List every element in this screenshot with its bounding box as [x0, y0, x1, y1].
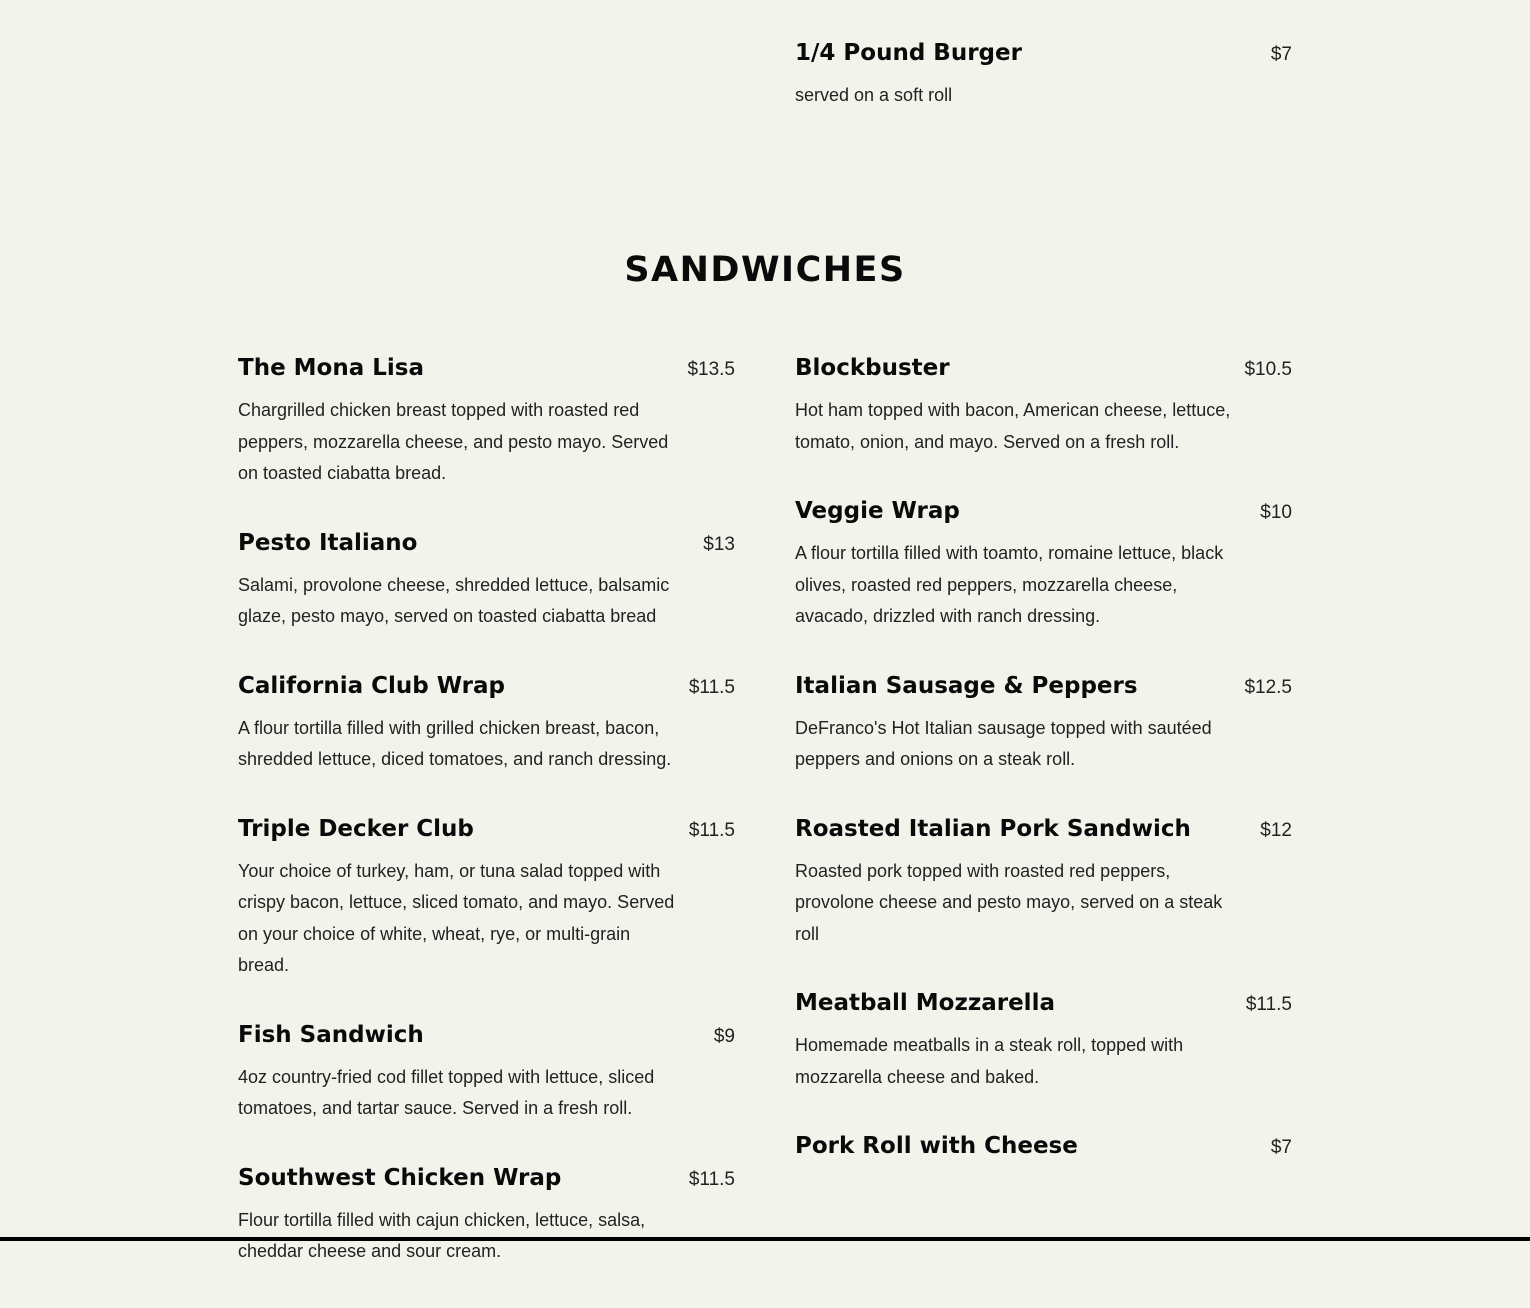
menu-item: [795, 990, 1292, 1093]
menu-item-price: $11.5: [688, 676, 735, 698]
menu-item: [795, 673, 1292, 776]
menu-item-header: [238, 816, 735, 850]
menu-item-price: $7: [1270, 1137, 1292, 1158]
menu-item-price: $12.5: [1244, 676, 1292, 698]
menu-item-description: Chargrilled chicken breast topped with roasted red peppers, mozzarella cheese, and pesto mayo. Served on toasted ciabatta bread.: [238, 400, 669, 483]
menu-item-description: 4oz country-fried cod fillet topped with lettuce, sliced tomatoes, and tartar sauce. Served in a fresh roll.: [238, 1066, 655, 1118]
menu-item-header: [795, 990, 1292, 1024]
menu-item-price: $13.5: [687, 359, 735, 380]
menu-item: [795, 1133, 1292, 1167]
menu-item-header: [795, 40, 1292, 74]
menu-item-description: DeFranco's Hot Italian sausage topped with sautéed peppers and onions on a steak roll.: [795, 717, 1212, 769]
menu-item-header: [238, 530, 735, 564]
menu-item-header: [795, 673, 1292, 707]
menu-item-name: Veggie Wrap: [795, 498, 960, 524]
menu-item: [795, 816, 1292, 951]
menu-item-name: Pesto Italiano: [238, 529, 418, 556]
menu-item-name: Blockbuster: [795, 355, 950, 381]
menu-item-description: Roasted pork topped with roasted red peppers, provolone cheese and pesto mayo, served on a steak roll: [795, 860, 1223, 944]
menu-item-header: [795, 498, 1292, 532]
menu-item-name: 1/4 Pound Burger: [795, 40, 1022, 66]
menu-item-name: The Mona Lisa: [238, 355, 425, 381]
menu-item-name: Italian Sausage & Peppers: [795, 672, 1138, 699]
menu-item-price: $12: [1260, 819, 1292, 841]
bottom-divider: [0, 1237, 1530, 1241]
menu-item: [238, 816, 735, 982]
menu-item-header: [238, 1022, 735, 1056]
menu-item: [238, 1165, 735, 1268]
menu-item-header: [795, 355, 1292, 389]
menu-item-description: Your choice of turkey, ham, or tuna salad topped with crispy bacon, lettuce, sliced tomato, and mayo. Served on your choice of white, wheat, rye, or multi-grain bread.: [238, 860, 675, 975]
menu-item: [238, 673, 735, 776]
menu-item-description: Flour tortilla filled with cajun chicken, lettuce, salsa, cheddar cheese and sour cream.: [238, 1209, 646, 1261]
menu-item-description: Hot ham topped with bacon, American cheese, lettuce, tomato, onion, and mayo. Served on a fresh roll.: [795, 400, 1231, 452]
menu-item: [795, 498, 1292, 633]
menu-item-name: Pork Roll with Cheese: [795, 1133, 1078, 1159]
menu-item-price: $9: [713, 1025, 735, 1047]
menu-item: [238, 530, 735, 633]
menu-item-header: [795, 816, 1292, 850]
menu-item-price: $7: [1270, 44, 1292, 65]
menu-item-price: $13: [703, 533, 735, 555]
menu-item-description: A flour tortilla filled with toamto, romaine lettuce, black olives, roasted red peppers, mozzarella cheese, avacado, drizzled with ranch dressing.: [795, 543, 1224, 626]
menu-item-price: $11.5: [688, 819, 735, 841]
menu-item-name: California Club Wrap: [238, 672, 506, 699]
menu-item-header: [238, 673, 735, 707]
menu-item: [238, 1022, 735, 1125]
menu-item-name: Fish Sandwich: [238, 1021, 424, 1048]
menu-item-price: $10: [1260, 502, 1292, 523]
menu-item-name: Southwest Chicken Wrap: [238, 1164, 562, 1191]
menu-item: [795, 355, 1292, 458]
menu-item-price: $11.5: [688, 1168, 735, 1190]
menu-item-description: Homemade meatballs in a steak roll, topped with mozzarella cheese and baked.: [795, 1035, 1184, 1087]
section-title: SANDWICHES: [624, 250, 906, 290]
menu-item-header: [238, 355, 735, 389]
menu-item-description: A flour tortilla filled with grilled chicken breast, bacon, shredded lettuce, diced tomatoes, and ranch dressing.: [238, 717, 672, 769]
menu-item-price: $10.5: [1244, 359, 1292, 380]
menu-item: [238, 355, 735, 490]
menu-item-description: served on a soft roll: [795, 85, 953, 105]
menu-item-name: Roasted Italian Pork Sandwich: [795, 815, 1191, 842]
menu-item-header: [238, 1165, 735, 1199]
menu-item-name: Meatball Mozzarella: [795, 990, 1055, 1016]
menu-item-burger: [795, 40, 1292, 112]
menu-column-right: [795, 355, 1292, 1207]
menu-item-price: $11.5: [1245, 994, 1292, 1015]
menu-item-header: [795, 1133, 1292, 1167]
menu-item-name: Triple Decker Club: [238, 815, 474, 842]
menu-item-description: Salami, provolone cheese, shredded lettuce, balsamic glaze, pesto mayo, served on toasted ciabatta bread: [238, 574, 670, 626]
menu-column-left: [238, 355, 735, 1308]
